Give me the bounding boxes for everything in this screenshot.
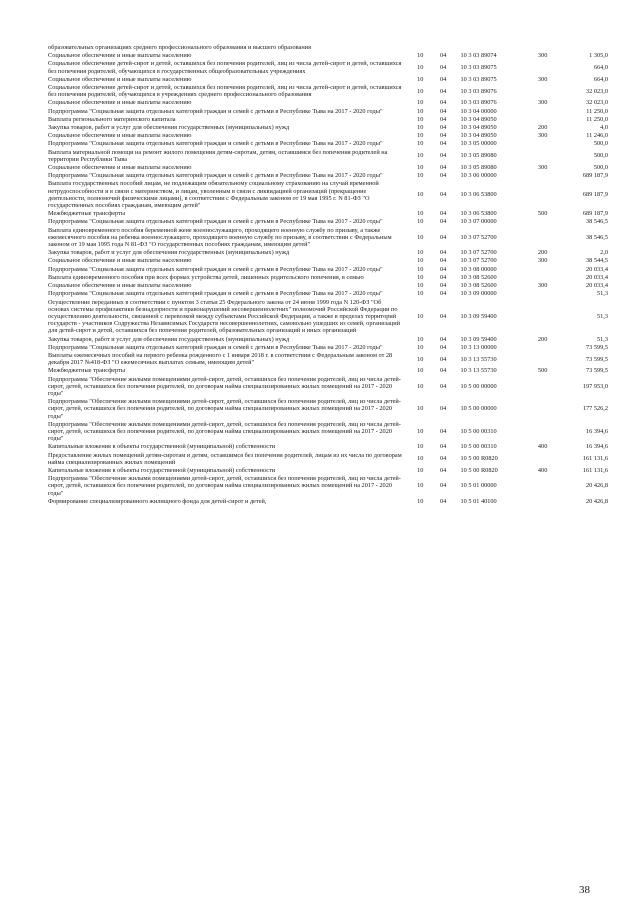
row-name: Подпрограмма "Обеспечение жилыми помещениями детей-сирот, детей, оставшихся без попечения родителей, лиц из числа детей-сирот, детей, оставшихся без попечения родителей, по договорам найма специализированных жилых помещений на 2017 - 2020 годы"	[48, 375, 401, 397]
row-target-article: 10 5 01 00000	[460, 482, 497, 490]
row-name: Подпрограмма "Обеспечение жилыми помещениями детей-сирот, детей, оставшихся без попечения родителей, лиц из числа детей-сирот, детей, оставшихся без попечения родителей, по договорам найма специализированных жилых помещений на 2017 - 2020 годы"	[48, 398, 401, 420]
table-row	[48, 108, 608, 116]
row-section-code: 10	[417, 466, 424, 474]
table-row	[48, 52, 608, 60]
row-expense-type	[527, 398, 558, 421]
row-expense-type: 200	[537, 249, 548, 257]
table-row	[48, 218, 608, 226]
row-expense-type	[527, 344, 558, 352]
row-expense-type	[527, 498, 558, 506]
row-amount: 38 546,5	[585, 233, 608, 241]
row-name: Закупка товаров, работ и услуг для обеспечения государственных (муниципальных) нужд	[48, 335, 290, 343]
row-expense-type	[527, 227, 558, 250]
row-section-code: 10	[417, 257, 424, 265]
row-target-article: 10 3 13 55730	[460, 367, 497, 375]
row-expense-type	[527, 84, 558, 99]
row-name: Социальное обеспечение и иные выплаты населению	[48, 164, 192, 172]
row-amount: 73 599,5	[585, 343, 608, 351]
row-target-article: 10 3 08 00000	[460, 265, 497, 273]
row-target-article: 10 3 03 89075	[460, 75, 497, 83]
row-subsection-code: 04	[439, 152, 447, 160]
row-name: Социальное обеспечение и иные выплаты населению	[48, 257, 192, 265]
row-section-code	[409, 44, 432, 52]
row-target-article: 10 3 07 52700	[460, 249, 497, 257]
row-name: образовательных организациях среднего профессионального образования и высшего образования	[48, 44, 311, 51]
row-subsection-code: 04	[439, 497, 447, 505]
table-row	[48, 210, 608, 218]
row-expense-type: 300	[537, 75, 548, 83]
table-row	[48, 266, 608, 274]
row-expense-type	[527, 475, 558, 498]
row-subsection-code: 04	[439, 382, 447, 390]
row-section-code: 10	[417, 132, 424, 140]
row-section-code: 10	[417, 382, 424, 390]
row-subsection-code: 04	[439, 355, 447, 363]
table-row	[48, 336, 608, 344]
row-name: Социальное обеспечение и иные выплаты населению	[48, 52, 192, 60]
row-name: Выплаты ежемесячных пособий на первого ребенка рожденного с 1 января 2018 г. в соответствии с Федеральным законом от 28 декабря 2017 №418-ФЗ "О ежемесячных выплатах семьям, имеющим детей"	[48, 351, 393, 367]
row-target-article: 10 5 00 R0820	[460, 455, 498, 463]
row-target-article: 10 3 04 89050	[460, 132, 497, 140]
table-row	[48, 257, 608, 265]
row-amount: 51,3	[596, 290, 608, 298]
row-subsection-code: 04	[439, 210, 447, 218]
row-target-article: 10 3 04 89050	[460, 115, 497, 123]
row-target-article: 10 3 13 55730	[460, 355, 497, 363]
row-target-article: 10 5 00 00310	[460, 427, 497, 435]
row-amount: 1 305,0	[589, 52, 608, 60]
row-subsection-code: 04	[439, 367, 447, 375]
row-name: Подпрограмма "Обеспечение жилыми помещениями детей-сирот, детей, оставшихся без попечения родителей, лиц из числа детей-сирот, детей, оставшихся без попечения родителей, по договорам найма специализированных жилых помещений на 2017 - 2020 годы"	[48, 420, 401, 443]
row-subsection-code	[432, 44, 455, 52]
row-section-code: 10	[417, 124, 424, 132]
row-name: Закупка товаров, работ и услуг для обеспечения государственных (муниципальных) нужд	[48, 124, 290, 132]
row-name: Социальное обеспечение детей-сирот и детей, оставшихся без попечения родителей, лиц из числа детей-сирот и детей, оставшихся без попечения родителей, обучающихся в учреждениях среднего профессионального образования	[48, 84, 402, 99]
row-name: Закупка товаров, работ и услуг для обеспечения государственных (муниципальных) нужд	[48, 249, 290, 257]
table-row	[48, 99, 608, 107]
row-section-code: 10	[417, 497, 424, 505]
row-subsection-code: 04	[439, 64, 447, 71]
table-row	[48, 475, 608, 498]
row-expense-type	[527, 290, 558, 298]
row-name: Подпрограмма "Социальная защита отдельных категорий граждан и семей с детьми в Республике Тыва на 2017 - 2020 годы"	[48, 140, 383, 148]
row-section-code: 10	[417, 52, 424, 60]
row-section-code: 10	[417, 282, 424, 290]
row-amount: 664,0	[593, 64, 608, 71]
row-section-code: 10	[417, 75, 424, 83]
row-target-article: 10 3 08 52600	[460, 273, 497, 281]
row-section-code: 10	[417, 210, 424, 218]
row-subsection-code: 04	[439, 455, 447, 463]
row-subsection-code: 04	[439, 282, 447, 290]
row-amount: 38 544,5	[585, 257, 608, 265]
row-name: Подпрограмма "Социальная защита отдельных категорий граждан и семей с детьми в Республике Тыва на 2017 - 2020 годы"	[48, 265, 383, 273]
row-amount: 73 599,5	[585, 367, 608, 375]
row-target-article: 10 5 00 00000	[460, 382, 497, 390]
table-row	[48, 124, 608, 132]
row-name: Выплата единовременного пособия при всех формах устройства детей, лишенных родительского попечения, в семью	[48, 273, 364, 281]
row-amount: 20 033,4	[585, 273, 608, 281]
row-target-article: 10 5 01 40100	[460, 497, 497, 505]
row-expense-type	[527, 421, 558, 444]
row-name: Подпрограмма "Социальная защита отдельных категорий граждан и семей с детьми в Республике Тыва на 2017 - 2020 годы"	[48, 172, 383, 180]
table-row	[48, 149, 608, 164]
table-row	[48, 132, 608, 140]
row-amount: 689 187,9	[582, 172, 608, 180]
row-expense-type	[527, 352, 558, 367]
row-expense-type	[527, 376, 558, 399]
row-subsection-code: 04	[439, 249, 447, 257]
row-expense-type: 500	[537, 210, 548, 218]
row-target-article: 10 3 06 00000	[460, 172, 497, 180]
row-name: Формирование специализированного жилищного фонда для детей-сирот и детей,	[48, 497, 267, 505]
row-name: Выплата единовременного пособия беременной жене военнослужащего, проходящего военную службу по призыву, а также ежемесячного пособия на ребенка военнослужащего, проходящего военную службу по призыву, в соответствии с Федеральным законом от 19 мая 1995 года N 81-ФЗ "О государственных пособиях гражданам, имеющим детей"	[48, 226, 392, 249]
row-target-article: 10 3 07 52700	[460, 257, 497, 265]
row-amount: 2,0	[600, 249, 608, 257]
row-expense-type	[527, 149, 558, 164]
table-row	[48, 376, 608, 399]
row-amount: 32 023,0	[585, 99, 608, 107]
row-target-article: 10 3 04 00000	[460, 107, 497, 115]
row-subsection-code: 04	[439, 405, 447, 413]
row-name: Межбюджетные трансферты	[48, 210, 126, 218]
table-row	[48, 249, 608, 257]
row-target-article: 10 5 00 00000	[460, 405, 497, 413]
row-section-code: 10	[417, 405, 424, 413]
row-target-article: 10 5 00 R0820	[460, 466, 498, 474]
row-amount: 500,0	[593, 140, 608, 148]
table-row	[48, 274, 608, 282]
row-name: Подпрограмма "Социальная защита отдельных категорий граждан и семей с детьми в Республике Тыва на 2017 - 2020 годы"	[48, 107, 383, 115]
row-amount: 11 250,0	[586, 107, 608, 115]
table-row	[48, 84, 608, 99]
row-name: Предоставление жилых помещений детям-сиротам и детям, оставшимся без попечения родителей, лицам из их числа по договорам найма специализированных жилых помещений	[48, 451, 402, 466]
row-section-code: 10	[417, 355, 424, 363]
row-name: Подпрограмма "Обеспечение жилыми помещениями детей-сирот, детей, оставшихся без попечения родителей, лиц из числа детей-сирот, детей, оставшихся без попечения родителей, по договорам найма специализированных жилых помещений на 2017 - 2020 годы"	[48, 475, 401, 497]
row-subsection-code: 04	[439, 87, 447, 95]
table-row	[48, 344, 608, 352]
row-subsection-code: 04	[439, 257, 447, 265]
row-target-article: 10 3 05 00000	[460, 140, 497, 148]
row-section-code: 10	[417, 191, 424, 199]
row-amount: 38 546,5	[585, 218, 608, 226]
row-section-code: 10	[417, 249, 424, 257]
row-subsection-code: 04	[439, 482, 447, 490]
row-name: Социальное обеспечение детей-сирот и детей, оставшихся без попечения родителей, лиц из числа детей-сирот и детей, оставшихся без попечения родителей, обучающихся в государственных общеобразовательных учреждениях	[48, 60, 402, 75]
table-row	[48, 60, 608, 75]
row-expense-type: 500	[537, 367, 548, 375]
row-expense-type	[527, 60, 558, 75]
row-subsection-code: 04	[439, 132, 447, 140]
row-name: Капитальные вложения в объекты государственной (муниципальной) собственности	[48, 466, 276, 474]
row-amount: 11 250,0	[586, 115, 608, 123]
row-section-code: 10	[417, 443, 424, 451]
row-amount: 4,0	[600, 124, 608, 132]
table-row	[48, 467, 608, 475]
row-name: Социальное обеспечение и иные выплаты населению	[48, 282, 192, 290]
row-target-article: 10 3 06 53800	[460, 191, 497, 199]
row-target-article: 10 3 08 52600	[460, 282, 497, 290]
table-row	[48, 76, 608, 84]
table-row	[48, 452, 608, 467]
row-amount: 20 033,4	[585, 282, 608, 290]
row-subsection-code: 04	[439, 115, 447, 123]
row-amount: 500,0	[593, 164, 608, 172]
row-section-code: 10	[417, 367, 424, 375]
row-expense-type: 200	[537, 335, 548, 343]
row-name: Выплата государственных пособий лицам, не подлежащим обязательному социальному страхованию на случай временной нетрудоспособности и в связи с материнством, и лицам, уволенным в связи с ликвидацией организаций (прекращение деятельности, полномочий физическими лицами), в соответствии с Федеральным законом от 19 мая 1995 г. N 81-ФЗ "О государственных пособиях гражданам, имеющим детей"	[48, 180, 379, 210]
row-name: Капитальные вложения в объекты государственной (муниципальной) собственности	[48, 443, 276, 451]
row-target-article: 10 3 05 89080	[460, 164, 497, 172]
row-target-article: 10 5 00 00310	[460, 443, 497, 451]
row-expense-type: 300	[537, 282, 548, 290]
row-amount: 177 526,2	[582, 405, 608, 413]
row-amount	[558, 44, 608, 52]
row-expense-type	[527, 452, 558, 467]
row-section-code: 10	[417, 164, 424, 172]
row-expense-type	[527, 172, 558, 180]
row-amount: 51,3	[596, 312, 608, 320]
table-row	[48, 367, 608, 375]
row-subsection-code: 04	[439, 107, 447, 115]
row-amount: 20 033,4	[585, 265, 608, 273]
row-subsection-code: 04	[439, 99, 447, 107]
row-expense-type	[527, 180, 558, 210]
table-row	[48, 443, 608, 451]
row-subsection-code: 04	[439, 312, 447, 320]
budget-table	[48, 44, 608, 506]
row-subsection-code: 04	[439, 343, 447, 351]
table-row	[48, 164, 608, 172]
row-target-article: 10 3 13 00000	[460, 343, 497, 351]
table-row	[48, 398, 608, 421]
row-subsection-code: 04	[439, 124, 447, 132]
row-section-code: 10	[417, 218, 424, 226]
table-row	[48, 352, 608, 367]
row-subsection-code: 04	[439, 427, 447, 435]
row-target-article: 10 3 09 59400	[460, 312, 497, 320]
row-expense-type: 300	[537, 257, 548, 265]
budget-table-body	[48, 44, 608, 506]
row-name: Межбюджетные трансферты	[48, 367, 126, 375]
table-row	[48, 180, 608, 210]
row-expense-type	[527, 266, 558, 274]
row-subsection-code: 04	[439, 52, 447, 60]
row-amount: 197 953,0	[582, 382, 608, 390]
row-subsection-code: 04	[439, 443, 447, 451]
row-subsection-code: 04	[439, 140, 447, 148]
row-amount: 32 023,0	[585, 87, 608, 95]
row-target-article: 10 3 03 89076	[460, 99, 497, 107]
row-target-article: 10 3 09 00000	[460, 290, 497, 298]
row-section-code: 10	[417, 107, 424, 115]
row-section-code: 10	[417, 99, 424, 107]
row-subsection-code: 04	[439, 466, 447, 474]
row-section-code: 10	[417, 343, 424, 351]
row-name: Подпрограмма "Социальная защита отдельных категорий граждан и семей с детьми в Республике Тыва на 2017 - 2020 годы"	[48, 218, 383, 226]
row-target-article: 10 3 09 59400	[460, 335, 497, 343]
row-name: Социальное обеспечение и иные выплаты населению	[48, 99, 192, 107]
row-expense-type	[527, 140, 558, 148]
row-name: Выплата материальной помощи на ремонт жилого помещения детям-сиротам, детям, оставшимся без попечения родителей на территории Республики Тыва	[48, 148, 388, 163]
row-subsection-code: 04	[439, 233, 447, 241]
row-expense-type: 400	[537, 443, 548, 451]
row-amount: 11 246,0	[586, 132, 608, 140]
row-name: Социальное обеспечение и иные выплаты населению	[48, 75, 192, 83]
row-section-code: 10	[417, 152, 424, 160]
row-section-code: 10	[417, 172, 424, 180]
row-target-article: 10 3 03 89076	[460, 87, 497, 95]
row-subsection-code: 04	[439, 191, 447, 199]
row-section-code: 10	[417, 87, 424, 95]
row-expense-type	[527, 44, 558, 52]
row-amount: 689 187,9	[582, 191, 608, 199]
row-section-code: 10	[417, 290, 424, 298]
row-target-article: 10 3 07 00000	[460, 218, 497, 226]
row-subsection-code: 04	[439, 265, 447, 273]
row-amount: 161 131,6	[582, 466, 608, 474]
row-expense-type	[527, 274, 558, 282]
row-subsection-code: 04	[439, 335, 447, 343]
row-amount: 51,3	[596, 335, 608, 343]
row-subsection-code: 04	[439, 273, 447, 281]
row-expense-type	[527, 116, 558, 124]
row-amount: 16 394,6	[585, 427, 608, 435]
row-expense-type	[527, 218, 558, 226]
row-section-code: 10	[417, 335, 424, 343]
row-target-article: 10 3 05 89080	[460, 152, 497, 160]
row-amount: 664,0	[593, 75, 608, 83]
row-target-article: 10 3 03 89074	[460, 52, 497, 60]
table-row	[48, 140, 608, 148]
table-row	[48, 227, 608, 250]
row-target-article: 10 3 04 89050	[460, 124, 497, 132]
row-expense-type: 300	[537, 132, 548, 140]
row-expense-type: 300	[537, 164, 548, 172]
table-row	[48, 498, 608, 506]
row-name: Выплата регионального материнского капитала	[48, 115, 176, 123]
row-name: Осуществление переданных в соответствии с пунктом 3 статьи 25 Федерального закона от 24 июня 1999 года N 120-ФЗ "Об основах системы профилактики безнадзорности и правонарушений несовершеннолетних" полномочий Российской Федерации по осуществлению деятельности, связанной с перевозкой между субъектами Российской Федерации, а также в пределах территорий государств - участников Содружества Независимых Государств несовершеннолетних, самовольно ушедших из семей, организаций для детей-сирот и детей, оставшихся без попечения родителей, образовательных организаций и иных организаций	[48, 298, 400, 335]
row-expense-type: 300	[537, 52, 548, 60]
row-name: Подпрограмма "Социальная защита отдельных категорий граждан и семей с детьми в Республике Тыва на 2017 - 2020 годы"	[48, 343, 383, 351]
table-row	[48, 44, 608, 52]
table-row	[48, 290, 608, 298]
row-subsection-code: 04	[439, 164, 447, 172]
row-expense-type: 200	[537, 124, 548, 132]
row-section-code: 10	[417, 265, 424, 273]
row-amount: 161 131,6	[582, 455, 608, 463]
row-target-article	[455, 44, 528, 52]
row-amount: 500,0	[593, 152, 608, 160]
row-section-code: 10	[417, 233, 424, 241]
row-section-code: 10	[417, 482, 424, 490]
row-name: Подпрограмма "Социальная защита отдельных категорий граждан и семей с детьми в Республике Тыва на 2017 - 2020 годы"	[48, 290, 383, 298]
row-expense-type	[527, 299, 558, 336]
row-subsection-code: 04	[439, 75, 447, 83]
row-subsection-code: 04	[439, 290, 447, 298]
row-target-article: 10 3 06 53800	[460, 210, 497, 218]
row-amount: 689 187,9	[582, 210, 608, 218]
row-target-article: 10 3 07 52700	[460, 233, 497, 241]
table-row	[48, 282, 608, 290]
table-row	[48, 299, 608, 336]
row-subsection-code: 04	[439, 218, 447, 226]
row-section-code: 10	[417, 427, 424, 435]
row-section-code: 10	[417, 273, 424, 281]
row-expense-type	[527, 108, 558, 116]
row-section-code: 10	[417, 64, 424, 71]
row-target-article: 10 3 03 89075	[460, 64, 497, 71]
row-name: Социальное обеспечение и иные выплаты населению	[48, 132, 192, 140]
table-row	[48, 421, 608, 444]
row-amount: 20 426,8	[585, 497, 608, 505]
row-subsection-code: 04	[439, 172, 447, 180]
row-amount: 73 599,5	[585, 355, 608, 363]
row-section-code: 10	[417, 312, 424, 320]
row-expense-type: 300	[537, 99, 548, 107]
row-amount: 16 394,6	[585, 443, 608, 451]
row-section-code: 10	[417, 140, 424, 148]
row-amount: 20 426,8	[585, 482, 608, 490]
table-row	[48, 172, 608, 180]
row-section-code: 10	[417, 455, 424, 463]
row-section-code: 10	[417, 115, 424, 123]
row-expense-type: 400	[537, 466, 548, 474]
page-number: 38	[579, 884, 590, 896]
table-row	[48, 116, 608, 124]
